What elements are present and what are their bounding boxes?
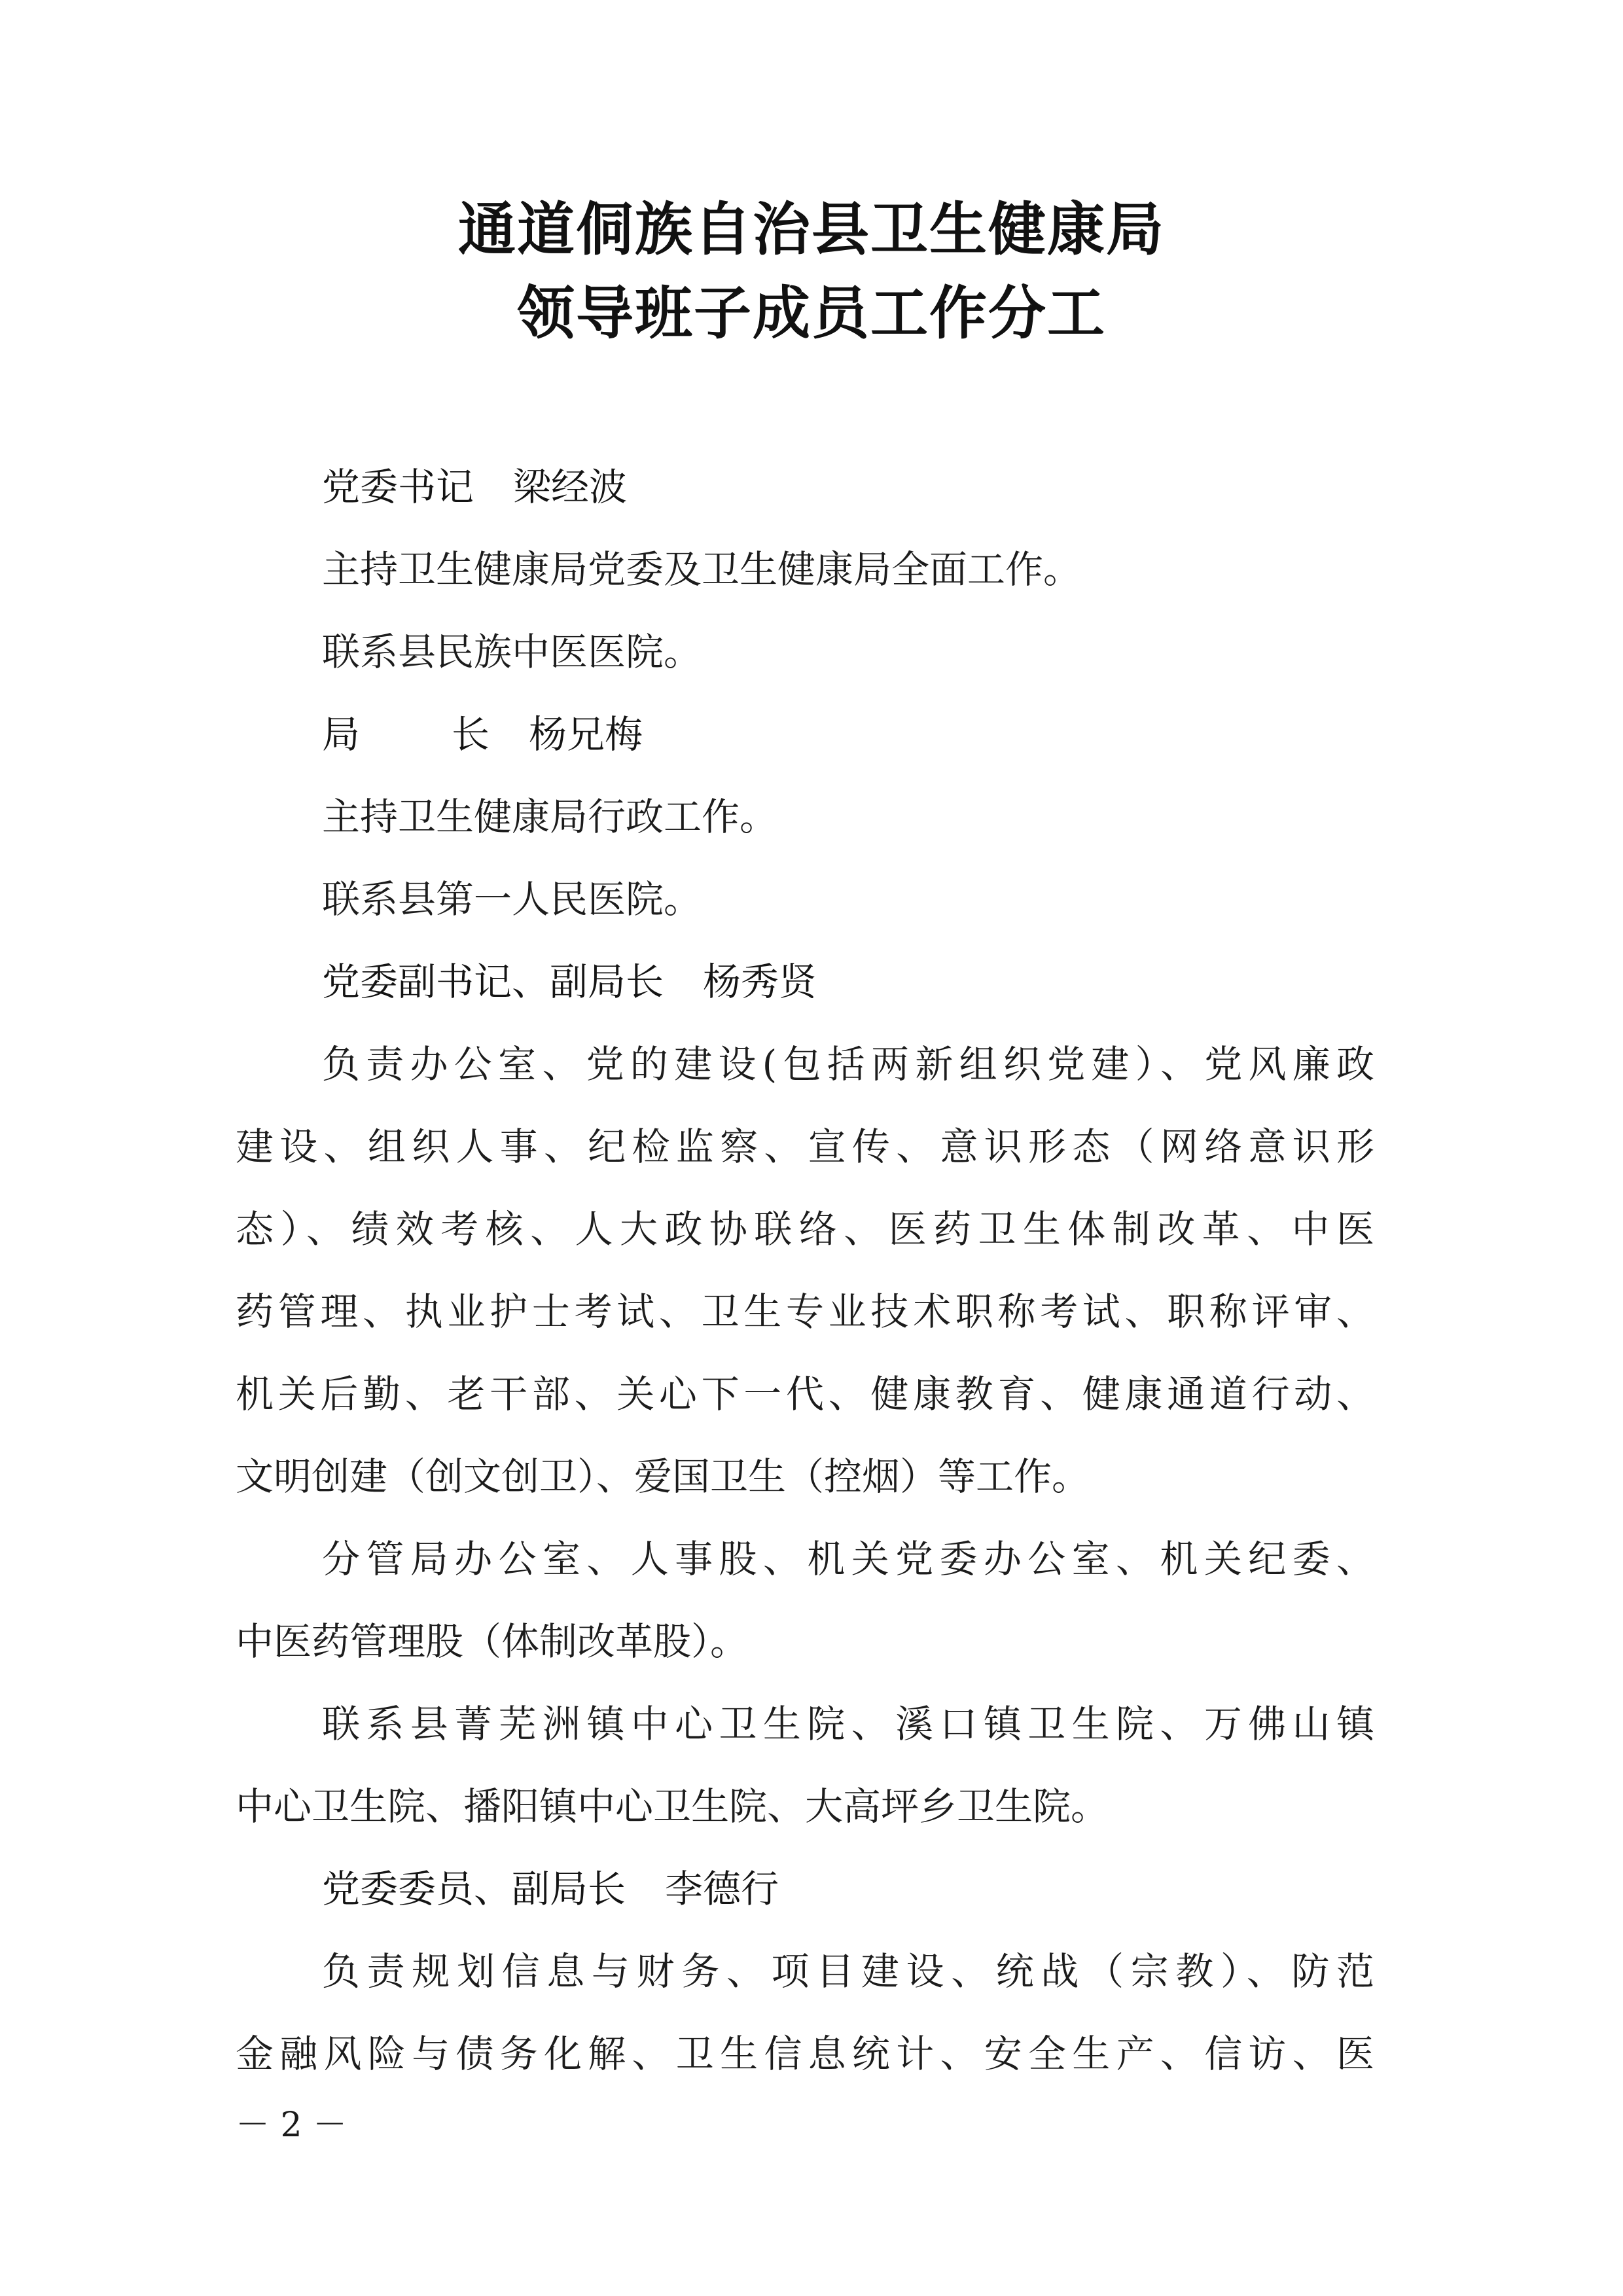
member-heading-committee-member <box>322 1863 1374 1915</box>
member-contact-line: 联系县民族中医医院。 <box>322 630 702 674</box>
member-heading-deputy-secretary <box>322 956 1374 1008</box>
member-duty-line: 主持卫生健康局行政工作。 <box>322 795 778 839</box>
member-manage-line: 分管局办公室、人事股、机关党委办公室、机关纪委、 <box>322 1537 1374 1581</box>
member-duty-line: 主持卫生健康局党委及卫生健康局全面工作。 <box>322 547 1082 592</box>
member-role-part-1: 局 <box>322 712 361 757</box>
member-contact-line: 联系县第一人民医院。 <box>322 877 702 922</box>
member-heading-party-secretary <box>322 461 1374 513</box>
member-role-part-2: 长 <box>452 712 490 757</box>
member-name: 李德行 <box>665 1867 779 1911</box>
document-title-line-1: 通道侗族自治县卫生健康局 <box>457 195 1165 263</box>
member-duty-line: 金融风险与债务化解、卫生信息统计、安全生产、信访、医 <box>236 2032 1374 2076</box>
document-title-line-2: 领导班子成员工作分工 <box>516 279 1106 347</box>
member-role: 党委副书记、副局长 <box>322 960 664 1004</box>
member-duty-line: 机关后勤、老干部、关心下一代、健康教育、健康通道行动、 <box>236 1372 1374 1416</box>
member-heading-director <box>322 708 1374 761</box>
member-role: 党委书记 <box>322 465 474 509</box>
member-contact-line: 联系县菁芜洲镇中心卫生院、溪口镇卫生院、万佛山镇 <box>322 1702 1374 1746</box>
member-duty-line: 建设、组织人事、纪检监察、宣传、意识形态（网络意识形 <box>236 1124 1374 1169</box>
member-duty-line: 负责办公室、党的建设(包括两新组织党建）、党风廉政 <box>322 1042 1374 1086</box>
member-duty-line: 药管理、执业护士考试、卫生专业技术职称考试、职称评审、 <box>236 1289 1374 1334</box>
member-contact-line: 中心卫生院、播阳镇中心卫生院、大高坪乡卫生院。 <box>236 1784 1109 1829</box>
member-duty-line: 文明创建（创文创卫）、爱国卫生（控烟）等工作。 <box>236 1454 1090 1499</box>
member-duty-line: 负责规划信息与财务、项目建设、统战（宗教）、防范 <box>322 1949 1374 1994</box>
member-name: 杨秀贤 <box>703 960 817 1004</box>
member-name: 梁经波 <box>513 465 628 509</box>
member-manage-line: 中医药管理股（体制改革股）。 <box>236 1619 749 1664</box>
page-number: － 2 － <box>236 2106 348 2145</box>
member-duty-line: 态）、绩效考核、人大政协联络、医药卫生体制改革、中医 <box>236 1207 1374 1251</box>
member-role: 党委委员、副局长 <box>322 1867 626 1911</box>
member-name: 杨兄梅 <box>529 712 643 757</box>
